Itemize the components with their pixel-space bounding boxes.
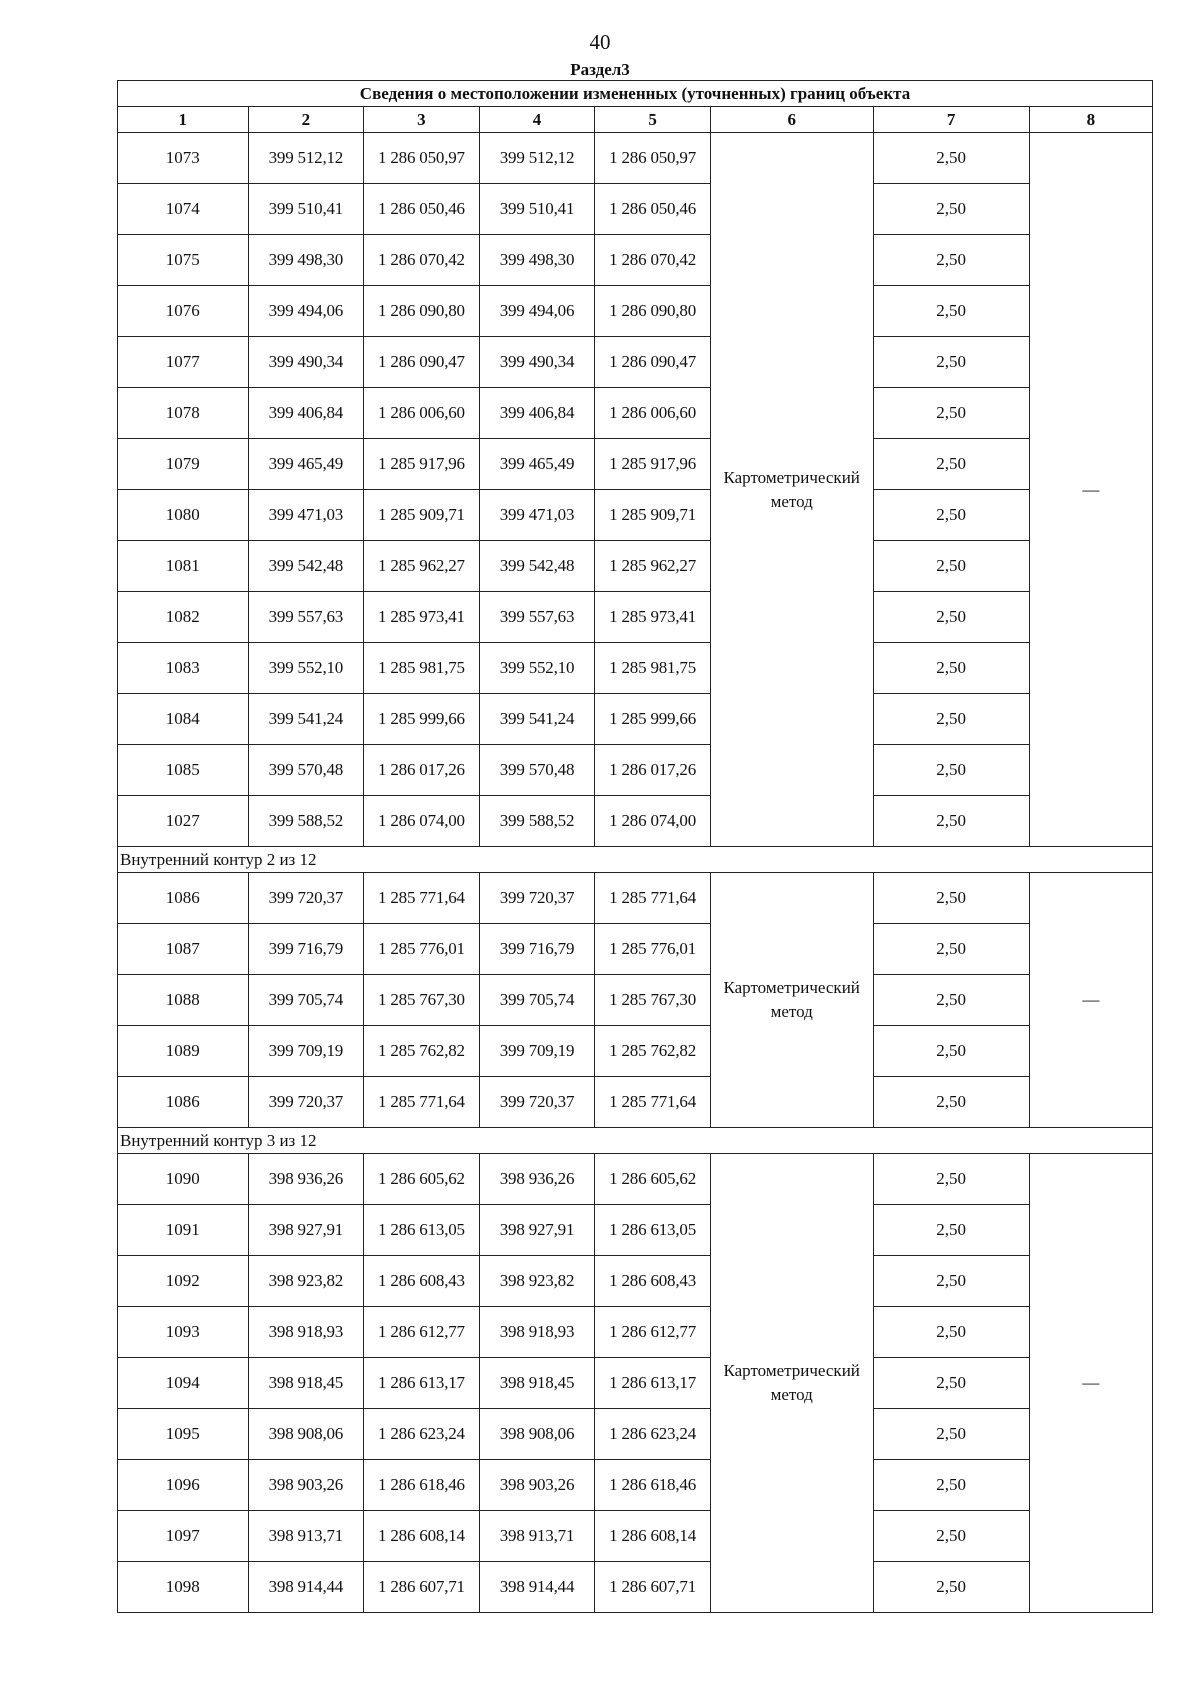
table-row	[118, 184, 1153, 235]
y-new-cell: 1 285 981,75	[595, 643, 711, 694]
y-cell: 1 285 771,64	[364, 1077, 480, 1128]
x-new-cell: 398 936,26	[479, 1154, 595, 1205]
x-cell: 399 552,10	[248, 643, 364, 694]
y-cell: 1 286 017,26	[364, 745, 480, 796]
method-cell: Картометрический метод	[710, 1154, 873, 1613]
accuracy-cell: 2,50	[873, 975, 1029, 1026]
point-number-cell: 1027	[118, 796, 249, 847]
y-new-cell: 1 286 618,46	[595, 1460, 711, 1511]
x-cell: 398 918,93	[248, 1307, 364, 1358]
column-header: 2	[248, 107, 364, 133]
point-number-cell: 1089	[118, 1026, 249, 1077]
x-cell: 399 570,48	[248, 745, 364, 796]
accuracy-cell: 2,50	[873, 1562, 1029, 1613]
table-row	[118, 235, 1153, 286]
y-cell: 1 286 623,24	[364, 1409, 480, 1460]
point-number-cell: 1097	[118, 1511, 249, 1562]
contour-label: Внутренний контур 3 из 12	[118, 1128, 1153, 1154]
page-number: 40	[589, 30, 611, 54]
accuracy-cell: 2,50	[873, 1154, 1029, 1205]
y-new-cell: 1 286 613,05	[595, 1205, 711, 1256]
column-header: 8	[1029, 107, 1152, 133]
y-cell: 1 286 608,14	[364, 1511, 480, 1562]
accuracy-cell: 2,50	[873, 643, 1029, 694]
x-new-cell: 398 908,06	[479, 1409, 595, 1460]
point-number-cell: 1096	[118, 1460, 249, 1511]
y-new-cell: 1 286 090,80	[595, 286, 711, 337]
y-new-cell: 1 285 776,01	[595, 924, 711, 975]
y-new-cell: 1 285 771,64	[595, 873, 711, 924]
y-cell: 1 286 613,17	[364, 1358, 480, 1409]
column-header: 3	[364, 107, 480, 133]
accuracy-cell: 2,50	[873, 1205, 1029, 1256]
table-row	[118, 745, 1153, 796]
x-cell: 398 908,06	[248, 1409, 364, 1460]
point-number-cell: 1094	[118, 1358, 249, 1409]
x-new-cell: 399 465,49	[479, 439, 595, 490]
y-cell: 1 286 090,80	[364, 286, 480, 337]
x-new-cell: 398 913,71	[479, 1511, 595, 1562]
table-row	[118, 286, 1153, 337]
y-new-cell: 1 286 607,71	[595, 1562, 711, 1613]
y-new-cell: 1 285 909,71	[595, 490, 711, 541]
table-title: Сведения о местоположении измененных (уточненных) границ объекта	[118, 81, 1153, 107]
accuracy-cell: 2,50	[873, 1256, 1029, 1307]
accuracy-cell: 2,50	[873, 490, 1029, 541]
x-cell: 398 913,71	[248, 1511, 364, 1562]
column-header: 4	[479, 107, 595, 133]
accuracy-cell: 2,50	[873, 873, 1029, 924]
x-cell: 399 709,19	[248, 1026, 364, 1077]
y-new-cell: 1 285 917,96	[595, 439, 711, 490]
point-number-cell: 1092	[118, 1256, 249, 1307]
accuracy-cell: 2,50	[873, 337, 1029, 388]
table-row	[118, 1256, 1153, 1307]
column-header: 1	[118, 107, 249, 133]
accuracy-cell: 2,50	[873, 235, 1029, 286]
point-number-cell: 1088	[118, 975, 249, 1026]
note-cell: —	[1029, 1154, 1152, 1613]
x-new-cell: 399 557,63	[479, 592, 595, 643]
x-cell: 399 720,37	[248, 1077, 364, 1128]
y-cell: 1 286 050,46	[364, 184, 480, 235]
table-row	[118, 592, 1153, 643]
point-number-cell: 1081	[118, 541, 249, 592]
accuracy-cell: 2,50	[873, 388, 1029, 439]
x-new-cell: 399 471,03	[479, 490, 595, 541]
y-new-cell: 1 286 006,60	[595, 388, 711, 439]
x-new-cell: 399 588,52	[479, 796, 595, 847]
point-number-cell: 1086	[118, 1077, 249, 1128]
table-row	[118, 1307, 1153, 1358]
point-number-cell: 1074	[118, 184, 249, 235]
y-cell: 1 286 070,42	[364, 235, 480, 286]
accuracy-cell: 2,50	[873, 541, 1029, 592]
y-new-cell: 1 286 608,14	[595, 1511, 711, 1562]
point-number-cell: 1080	[118, 490, 249, 541]
table-row	[118, 541, 1153, 592]
table-row	[118, 439, 1153, 490]
x-cell: 399 494,06	[248, 286, 364, 337]
y-cell: 1 285 962,27	[364, 541, 480, 592]
table-row	[118, 1026, 1153, 1077]
point-number-cell: 1085	[118, 745, 249, 796]
point-number-cell: 1086	[118, 873, 249, 924]
table-row	[118, 694, 1153, 745]
x-new-cell: 399 498,30	[479, 235, 595, 286]
accuracy-cell: 2,50	[873, 1409, 1029, 1460]
x-new-cell: 399 705,74	[479, 975, 595, 1026]
table-row	[118, 1562, 1153, 1613]
point-number-cell: 1076	[118, 286, 249, 337]
y-cell: 1 286 618,46	[364, 1460, 480, 1511]
x-cell: 399 510,41	[248, 184, 364, 235]
method-cell: Картометрический метод	[710, 133, 873, 847]
y-new-cell: 1 286 612,77	[595, 1307, 711, 1358]
y-new-cell: 1 285 771,64	[595, 1077, 711, 1128]
point-number-cell: 1075	[118, 235, 249, 286]
table-row	[118, 1511, 1153, 1562]
y-cell: 1 286 090,47	[364, 337, 480, 388]
table-row	[118, 1077, 1153, 1128]
column-header: 6	[710, 107, 873, 133]
y-new-cell: 1 285 999,66	[595, 694, 711, 745]
table-row	[118, 1409, 1153, 1460]
x-new-cell: 399 570,48	[479, 745, 595, 796]
point-number-cell: 1084	[118, 694, 249, 745]
table-row	[118, 1154, 1153, 1205]
column-header: 5	[595, 107, 711, 133]
point-number-cell: 1082	[118, 592, 249, 643]
point-number-cell: 1087	[118, 924, 249, 975]
point-number-cell: 1083	[118, 643, 249, 694]
y-new-cell: 1 285 973,41	[595, 592, 711, 643]
x-new-cell: 399 720,37	[479, 1077, 595, 1128]
y-new-cell: 1 286 017,26	[595, 745, 711, 796]
y-new-cell: 1 285 767,30	[595, 975, 711, 1026]
table-row	[118, 796, 1153, 847]
x-cell: 399 465,49	[248, 439, 364, 490]
x-new-cell: 398 923,82	[479, 1256, 595, 1307]
y-cell: 1 285 973,41	[364, 592, 480, 643]
contour-label-row	[118, 1128, 1153, 1154]
y-cell: 1 286 612,77	[364, 1307, 480, 1358]
y-new-cell: 1 286 613,17	[595, 1358, 711, 1409]
y-cell: 1 285 776,01	[364, 924, 480, 975]
accuracy-cell: 2,50	[873, 439, 1029, 490]
x-cell: 399 490,34	[248, 337, 364, 388]
y-cell: 1 285 909,71	[364, 490, 480, 541]
point-number-cell: 1090	[118, 1154, 249, 1205]
accuracy-cell: 2,50	[873, 1077, 1029, 1128]
table-row	[118, 490, 1153, 541]
accuracy-cell: 2,50	[873, 1307, 1029, 1358]
x-cell: 398 914,44	[248, 1562, 364, 1613]
y-cell: 1 286 074,00	[364, 796, 480, 847]
point-number-cell: 1079	[118, 439, 249, 490]
section-title: Раздел3	[570, 60, 630, 79]
table-title-row	[118, 81, 1153, 107]
point-number-cell: 1095	[118, 1409, 249, 1460]
x-new-cell: 399 720,37	[479, 873, 595, 924]
y-cell: 1 285 762,82	[364, 1026, 480, 1077]
x-cell: 398 923,82	[248, 1256, 364, 1307]
x-new-cell: 399 490,34	[479, 337, 595, 388]
y-cell: 1 285 771,64	[364, 873, 480, 924]
x-cell: 399 471,03	[248, 490, 364, 541]
accuracy-cell: 2,50	[873, 745, 1029, 796]
x-cell: 399 542,48	[248, 541, 364, 592]
x-new-cell: 399 709,19	[479, 1026, 595, 1077]
x-cell: 399 705,74	[248, 975, 364, 1026]
table-row	[118, 975, 1153, 1026]
y-new-cell: 1 286 623,24	[595, 1409, 711, 1460]
x-new-cell: 398 918,93	[479, 1307, 595, 1358]
table-row	[118, 924, 1153, 975]
x-new-cell: 399 510,41	[479, 184, 595, 235]
x-cell: 399 541,24	[248, 694, 364, 745]
contour-label-row	[118, 847, 1153, 873]
boundary-table	[117, 80, 1153, 1613]
column-header-row	[118, 107, 1153, 133]
point-number-cell: 1098	[118, 1562, 249, 1613]
x-new-cell: 399 541,24	[479, 694, 595, 745]
x-cell: 399 720,37	[248, 873, 364, 924]
y-cell: 1 286 605,62	[364, 1154, 480, 1205]
point-number-cell: 1093	[118, 1307, 249, 1358]
table-row	[118, 1358, 1153, 1409]
x-cell: 398 936,26	[248, 1154, 364, 1205]
point-number-cell: 1091	[118, 1205, 249, 1256]
accuracy-cell: 2,50	[873, 133, 1029, 184]
accuracy-cell: 2,50	[873, 796, 1029, 847]
table-body	[118, 81, 1153, 1613]
y-cell: 1 286 050,97	[364, 133, 480, 184]
table-row	[118, 133, 1153, 184]
y-new-cell: 1 286 605,62	[595, 1154, 711, 1205]
table-row	[118, 337, 1153, 388]
x-new-cell: 398 914,44	[479, 1562, 595, 1613]
accuracy-cell: 2,50	[873, 1460, 1029, 1511]
y-cell: 1 286 613,05	[364, 1205, 480, 1256]
x-cell: 398 918,45	[248, 1358, 364, 1409]
accuracy-cell: 2,50	[873, 694, 1029, 745]
accuracy-cell: 2,50	[873, 184, 1029, 235]
y-cell: 1 286 607,71	[364, 1562, 480, 1613]
note-cell: —	[1029, 873, 1152, 1128]
x-new-cell: 398 903,26	[479, 1460, 595, 1511]
y-cell: 1 285 999,66	[364, 694, 480, 745]
table-row	[118, 643, 1153, 694]
x-cell: 398 927,91	[248, 1205, 364, 1256]
accuracy-cell: 2,50	[873, 924, 1029, 975]
x-new-cell: 399 512,12	[479, 133, 595, 184]
contour-label: Внутренний контур 2 из 12	[118, 847, 1153, 873]
y-new-cell: 1 286 608,43	[595, 1256, 711, 1307]
x-cell: 399 498,30	[248, 235, 364, 286]
y-cell: 1 285 767,30	[364, 975, 480, 1026]
y-new-cell: 1 286 074,00	[595, 796, 711, 847]
table-row	[118, 1205, 1153, 1256]
x-new-cell: 399 552,10	[479, 643, 595, 694]
y-new-cell: 1 286 070,42	[595, 235, 711, 286]
table-row	[118, 388, 1153, 439]
y-new-cell: 1 285 762,82	[595, 1026, 711, 1077]
x-new-cell: 399 406,84	[479, 388, 595, 439]
table-row	[118, 1460, 1153, 1511]
accuracy-cell: 2,50	[873, 1026, 1029, 1077]
y-new-cell: 1 285 962,27	[595, 541, 711, 592]
accuracy-cell: 2,50	[873, 592, 1029, 643]
y-new-cell: 1 286 050,97	[595, 133, 711, 184]
table-row	[118, 873, 1153, 924]
x-cell: 399 512,12	[248, 133, 364, 184]
x-new-cell: 398 927,91	[479, 1205, 595, 1256]
column-header: 7	[873, 107, 1029, 133]
x-cell: 399 716,79	[248, 924, 364, 975]
accuracy-cell: 2,50	[873, 1511, 1029, 1562]
x-new-cell: 399 542,48	[479, 541, 595, 592]
y-cell: 1 286 608,43	[364, 1256, 480, 1307]
x-cell: 398 903,26	[248, 1460, 364, 1511]
y-cell: 1 285 917,96	[364, 439, 480, 490]
note-cell: —	[1029, 133, 1152, 847]
point-number-cell: 1073	[118, 133, 249, 184]
y-cell: 1 286 006,60	[364, 388, 480, 439]
x-cell: 399 557,63	[248, 592, 364, 643]
y-cell: 1 285 981,75	[364, 643, 480, 694]
accuracy-cell: 2,50	[873, 1358, 1029, 1409]
x-new-cell: 398 918,45	[479, 1358, 595, 1409]
y-new-cell: 1 286 050,46	[595, 184, 711, 235]
point-number-cell: 1077	[118, 337, 249, 388]
method-cell: Картометрический метод	[710, 873, 873, 1128]
accuracy-cell: 2,50	[873, 286, 1029, 337]
x-cell: 399 406,84	[248, 388, 364, 439]
x-cell: 399 588,52	[248, 796, 364, 847]
x-new-cell: 399 494,06	[479, 286, 595, 337]
y-new-cell: 1 286 090,47	[595, 337, 711, 388]
x-new-cell: 399 716,79	[479, 924, 595, 975]
point-number-cell: 1078	[118, 388, 249, 439]
